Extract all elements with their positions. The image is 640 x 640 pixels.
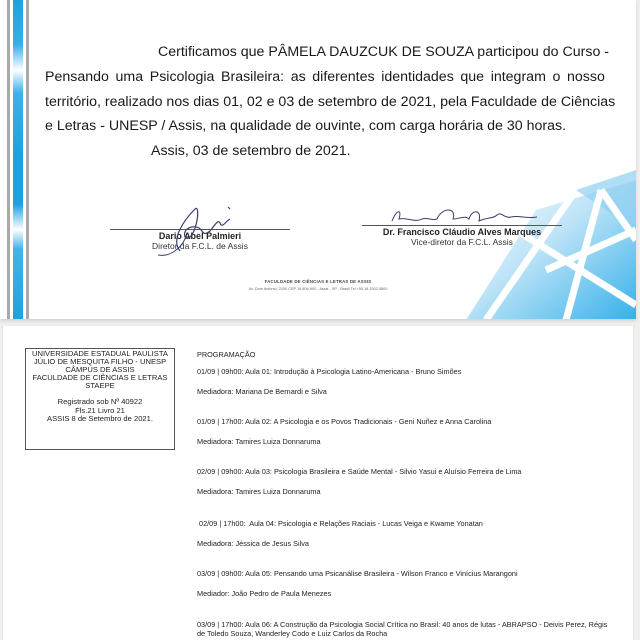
word: nosso xyxy=(567,68,605,85)
stamp-line: JÚLIO DE MESQUITA FILHO - UNESP xyxy=(33,357,167,367)
certificate-line: Certificamos que PÂMELA DAUZCUK DE SOUZA participou do Curso - xyxy=(158,44,609,60)
program-entry xyxy=(197,620,612,638)
signer-name: Dr. Francisco Cláudio Alves Marques xyxy=(382,227,542,237)
session-text: 03/09 | 17h00: Aula 06: A Construção da Psicologia Social Crítica no Brasil: 40 anos de lutas - ABRAPSO - Deivis Perez, Régis de Toledo Souza, Wanderley Codo e Luiz Carlos da Rocha xyxy=(197,620,608,638)
word: uma xyxy=(115,68,144,85)
certificate-line: e Letras - UNESP / Assis, na qualidade de ouvinte, com carga horária de 30 horas. xyxy=(45,118,567,135)
word: integram xyxy=(490,68,546,85)
certificate-page xyxy=(0,0,636,319)
mediator-text: Mediadora: Jéssica de Jesus Silva xyxy=(197,539,309,548)
session-text: 01/09 | 09h00: Aula 01: Introdução à Psicologia Latino-Americana - Bruno Simões xyxy=(197,367,462,376)
signer-name: Dario Abel Palmieri xyxy=(158,231,242,241)
certificate-line: território, realizado nos dias 01, 02 e 03 de setembro de 2021, pela Faculdade de Ciências xyxy=(45,93,616,110)
signature-scribble-icon xyxy=(387,205,547,229)
session-text: 03/09 | 09h00: Aula 05: Pensando uma Psicanálise Brasileira - Wilson Franco e Vinícius Marangoni xyxy=(197,569,518,578)
mediator-text: Mediador: João Pedro de Paula Menezes xyxy=(197,589,332,598)
registry-number: Registrado sob Nº 40922 xyxy=(57,397,143,407)
word: as xyxy=(290,68,306,85)
program-entry xyxy=(197,467,617,496)
stamp-line: FACULDADE DE CIÊNCIAS E LETRAS xyxy=(32,373,168,383)
word: que xyxy=(460,68,485,85)
institution-address: Av. Dom Antônio, 2100 CEP 19.806-900 - Assis - SP - Brasil Tel +55 18 3302.5800 xyxy=(248,287,388,291)
certificate-line xyxy=(45,65,605,90)
decorative-stripe-gray xyxy=(26,0,29,319)
decorative-stripe-blue xyxy=(13,0,23,319)
registry-date: ASSIS 8 de Setembro de 2021. xyxy=(47,413,153,423)
institution-name: FACULDADE DE CIÊNCIAS E LETRAS DE ASSIS xyxy=(264,279,372,284)
program-entry xyxy=(197,367,617,396)
word: identidades xyxy=(381,68,454,85)
stamp-line: UNIVERSIDADE ESTADUAL PAULISTA xyxy=(31,349,168,358)
word: Psicologia xyxy=(149,68,215,85)
signature-vice-director xyxy=(362,205,562,247)
word: Pensando xyxy=(45,68,109,85)
mediator-text: Mediadora: Tamires Luiza Donnaruma xyxy=(197,437,321,446)
program-title: PROGRAMAÇÃO xyxy=(197,350,256,359)
mediator-text: Mediadora: Tamires Luiza Donnaruma xyxy=(197,487,321,496)
signer-role: Diretor da F.C.L. de Assis xyxy=(152,241,248,251)
registry-folio: Fls.21 Livro 21 xyxy=(75,405,125,415)
program-entry xyxy=(197,519,617,548)
registry-stamp xyxy=(25,348,175,450)
place-date: Assis, 03 de setembro de 2021. xyxy=(151,143,351,160)
certificate-body xyxy=(45,40,616,164)
program-entry xyxy=(197,569,617,598)
stamp-line: CÂMPUS DE ASSIS xyxy=(65,365,135,375)
decorative-stripe-gray xyxy=(7,0,10,319)
session-text: 02/09 | 17h00: Aula 04: Psicologia e Relações Raciais - Lucas Veiga e Kwame Yonatan xyxy=(197,519,483,528)
signature-director xyxy=(110,195,290,251)
signature-scribble-icon xyxy=(150,199,240,259)
session-text: 01/09 | 17h00: Aula 02: A Psicologia e os Povos Tradicionais - Geni Nuñez e Anna Carolina xyxy=(197,417,492,426)
session-text: 02/09 | 09h00: Aula 03: Psicologia Brasileira e Saúde Mental - Silvio Yasui e Aluísio Ferreira de Lima xyxy=(197,467,522,476)
signer-role: Vice-diretor da F.C.L. Assis xyxy=(411,237,513,247)
program-page xyxy=(2,326,634,640)
word: o xyxy=(552,68,561,85)
program-entry xyxy=(197,417,617,446)
word: diferentes xyxy=(312,68,375,85)
stamp-line: STAEPE xyxy=(85,381,115,391)
word: Brasileira: xyxy=(221,68,285,85)
mediator-text: Mediadora: Mariana De Bernardi e Silva xyxy=(197,387,327,396)
